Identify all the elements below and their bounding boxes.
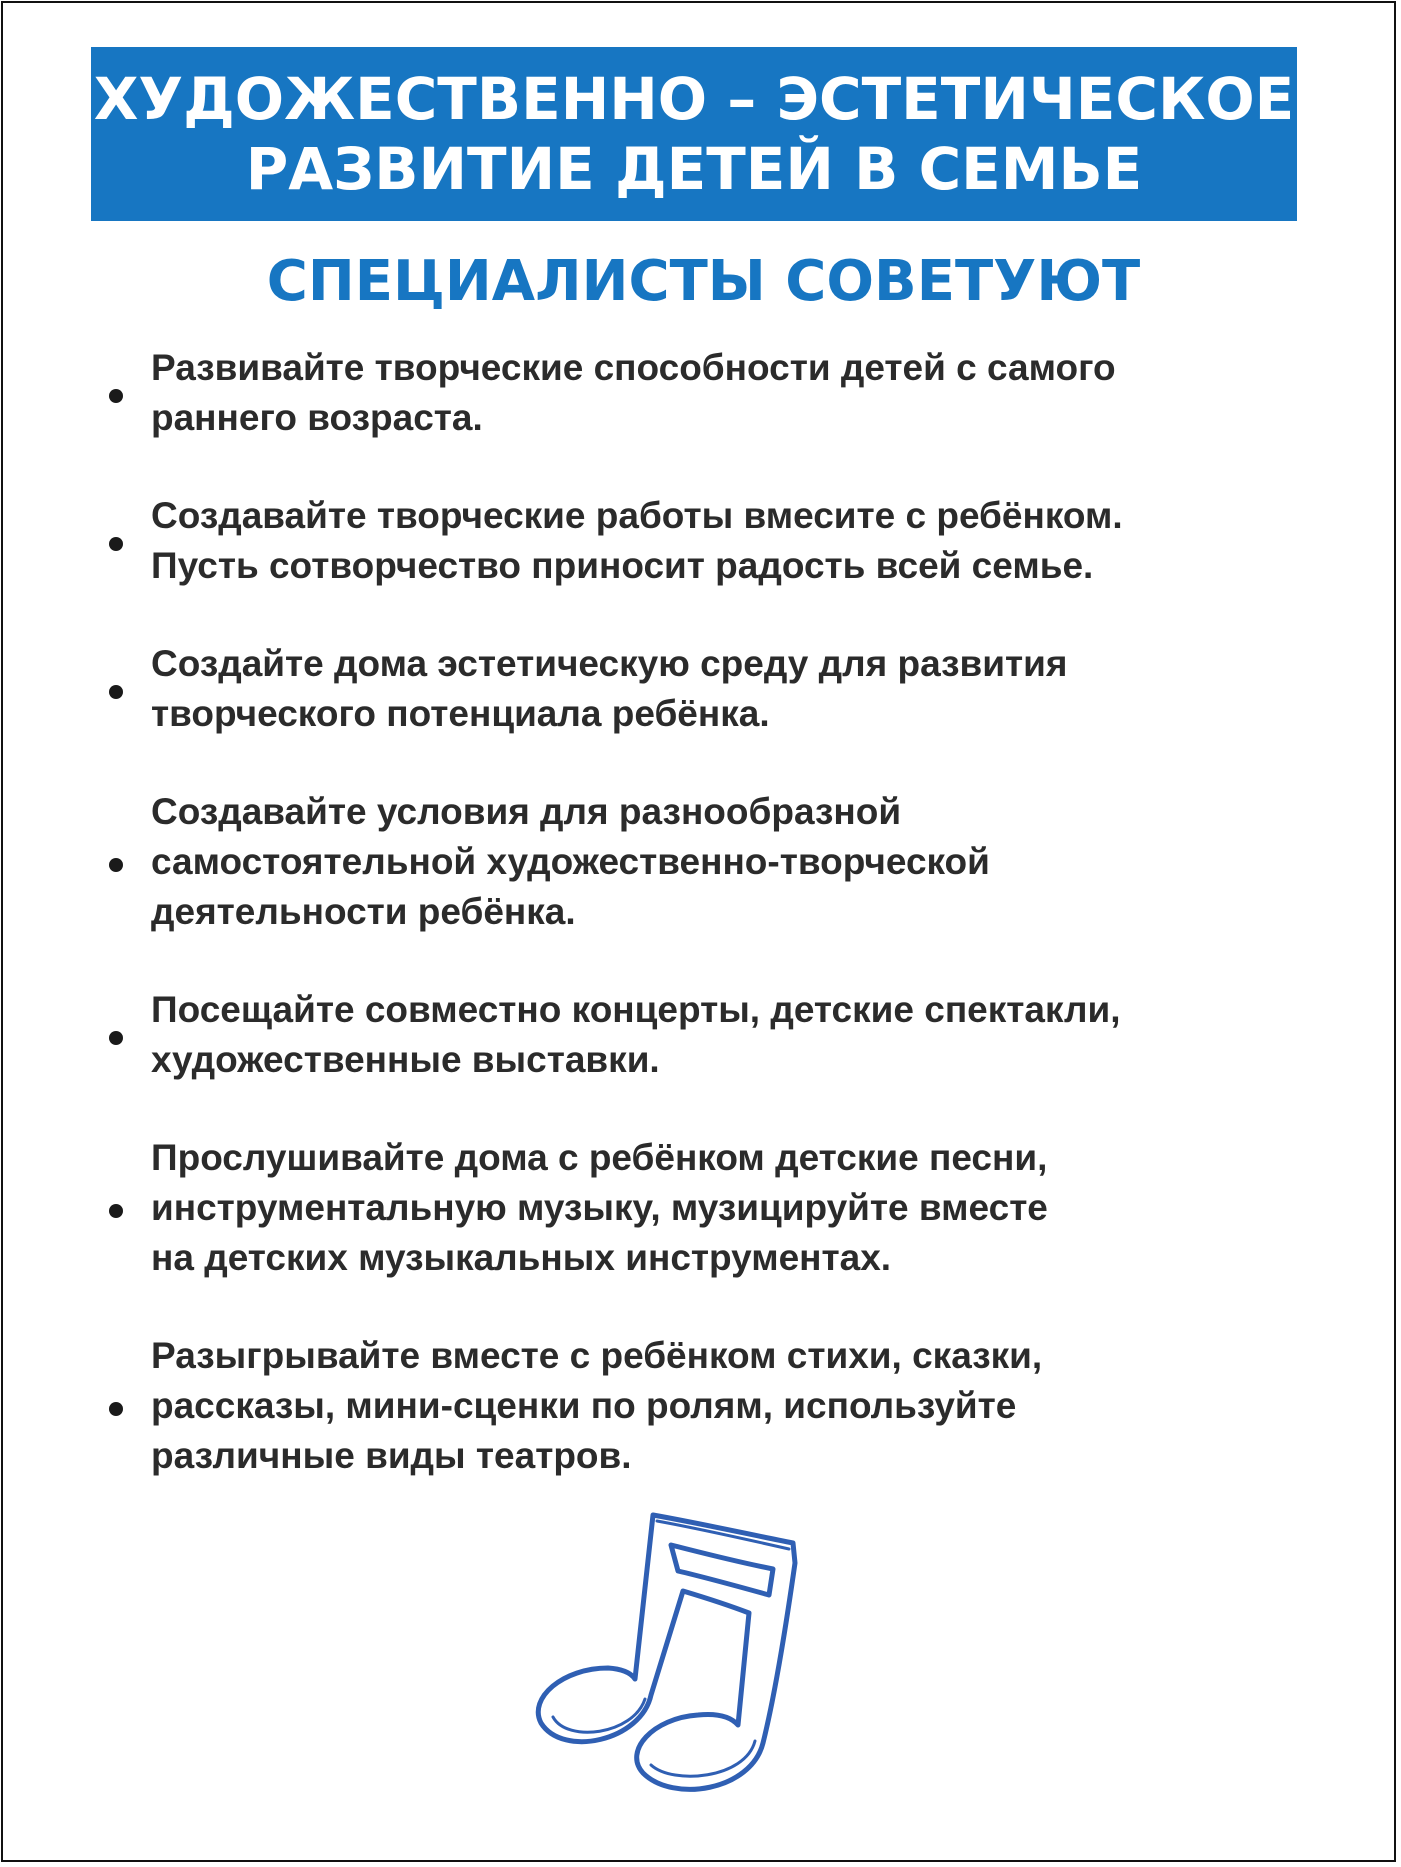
header-title-line-2: РАЗВИТИЕ ДЕТЕЙ В СЕМЬЕ xyxy=(245,135,1143,203)
tip-text: Развивайте творческие способности детей с самого раннего возраста. xyxy=(151,347,1116,438)
list-item xyxy=(107,491,1287,591)
page-frame xyxy=(1,1,1396,1862)
tips-list xyxy=(107,343,1287,1529)
tip-text: Создавайте творческие работы вмесите с ребёнком. Пусть сотворчество приносит радость всей семье. xyxy=(151,495,1123,586)
list-item xyxy=(107,985,1287,1085)
list-item xyxy=(107,787,1287,937)
tip-text: Создавайте условия для разнообразной самостоятельной художественно-творческой деятельности ребёнка. xyxy=(151,791,990,932)
header-title-line-1: ХУДОЖЕСТВЕННО – ЭСТЕТИЧЕСКОЕ xyxy=(93,65,1295,133)
subtitle: СПЕЦИАЛИСТЫ СОВЕТУЮТ xyxy=(266,249,1141,314)
tip-text: Разыгрывайте вместе с ребёнком стихи, сказки, рассказы, мини-сценки по ролям, используйте различные виды театров. xyxy=(151,1335,1043,1476)
bullet-icon xyxy=(109,685,123,699)
bullet-icon xyxy=(109,1402,123,1416)
tip-text: Создайте дома эстетическую среду для развития творческого потенциала ребёнка. xyxy=(151,643,1068,734)
music-note-icon xyxy=(523,1503,863,1803)
list-item xyxy=(107,639,1287,739)
bullet-icon xyxy=(109,389,123,403)
tip-text: Прослушивайте дома с ребёнком детские песни, инструментальную музыку, музицируйте вместе на детских музыкальных инструментах. xyxy=(151,1137,1048,1278)
list-item xyxy=(107,1331,1287,1481)
bullet-icon xyxy=(109,1204,123,1218)
bullet-icon xyxy=(109,1031,123,1045)
header-banner xyxy=(91,47,1297,221)
bullet-icon xyxy=(109,858,123,872)
tip-text: Посещайте совместно концерты, детские спектакли, художественные выставки. xyxy=(151,989,1121,1080)
list-item xyxy=(107,1133,1287,1283)
list-item xyxy=(107,343,1287,443)
bullet-icon xyxy=(109,537,123,551)
